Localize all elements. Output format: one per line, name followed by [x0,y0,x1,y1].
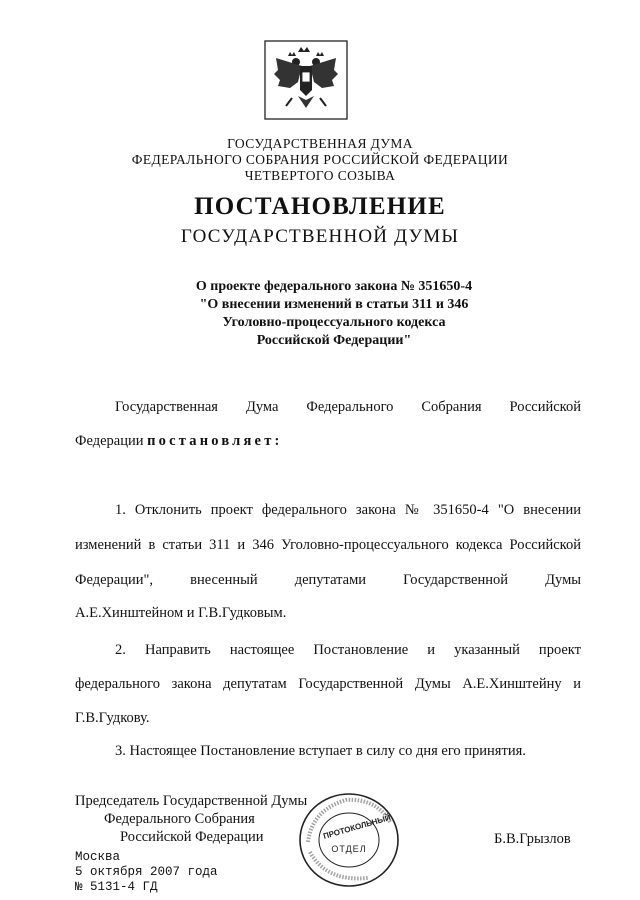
subject-line-2: "О внесении изменений в статьи 311 и 346 [199,297,469,312]
subject-line-1: О проекте федерального закона № 351650-4 [195,279,473,294]
item1-line-4: А.Е.Хинштейном и Г.В.Гудковым. [75,605,287,621]
header-line-1: ГОСУДАРСТВЕННАЯ ДУМА [227,136,413,151]
subject-line-3: Уголовно-процессуального кодекса [222,315,446,330]
subject-block [150,278,518,350]
preamble-federation-word: Федерации [75,433,144,449]
item1-line-2: изменений в статьи 311 и 346 Уголовно-процессуального кодекса Российской [75,537,581,553]
item1-line-1: 1. Отклонить проект федерального закона № 351650-4 "О внесении [115,502,581,518]
item2-line-2: федерального закона депутатам Государственной Думы А.Е.Хинштейну и [75,676,581,692]
header-line-3: ЧЕТВЕРТОГО СОЗЫВА [244,168,396,183]
item3-line-1: 3. Настоящее Постановление вступает в силу со дня его принятия. [115,743,526,759]
footer-date: 5 октября 2007 года [75,865,218,879]
document-title: ПОСТАНОВЛЕНИЕ [194,193,446,220]
subject-line-4: Российской Федерации" [256,333,412,348]
signature-role-line-3: Российской Федерации [120,829,264,845]
footer-city: Москва [75,850,121,864]
footer-number: № 5131-4 ГД [75,880,158,894]
preamble-line-2 [75,432,581,450]
signature-role-line-2: Федерального Собрания [104,811,255,827]
document-subtitle: ГОСУДАРСТВЕННОЙ ДУМЫ [180,226,460,247]
stamp-center-text: ОТДЕЛ [331,844,367,854]
preamble-line-1: Государственная Дума Федерального Собрания Российской [115,399,581,415]
signatory-name: Б.В.Грызлов [494,831,571,847]
signature-role-line-1: Председатель Государственной Думы [75,793,308,809]
item1-line-3: Федерации", внесенный депутатами Государственной Думы [75,572,581,588]
coat-of-arms-emblem [264,40,348,120]
header-line-2: ФЕДЕРАЛЬНОГО СОБРАНИЯ РОССИЙСКОЙ ФЕДЕРАЦИИ [131,152,509,167]
item2-line-1: 2. Направить настоящее Постановление и указанный проект [115,642,581,658]
preamble-resolves-word: постановляет: [147,433,283,449]
item2-line-3: Г.В.Гудкову. [75,710,150,726]
protocol-department-stamp [298,792,400,888]
stamp-ring-text: ПРОТОКОЛЬНЫЙ [322,813,392,841]
